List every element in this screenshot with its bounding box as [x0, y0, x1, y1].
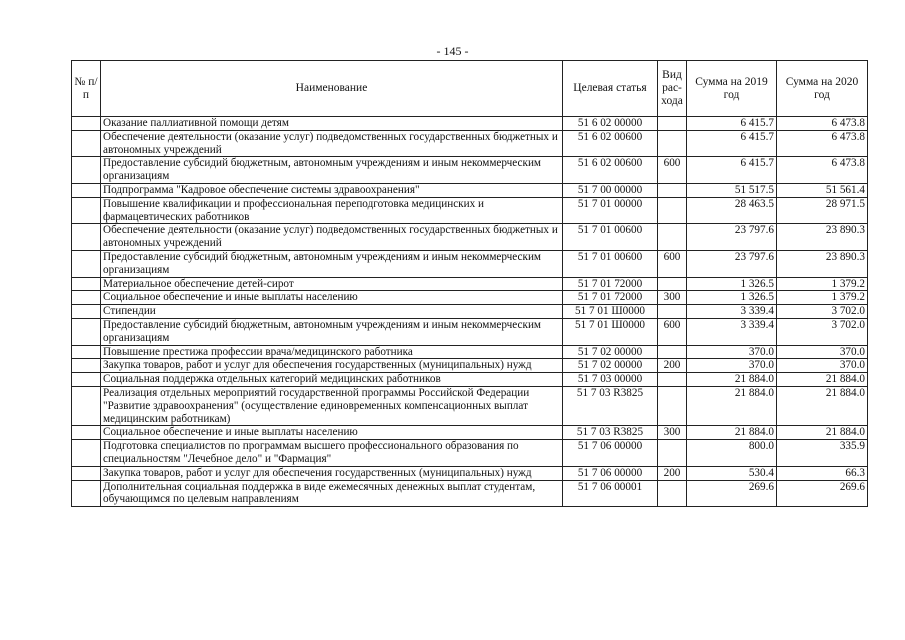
table-row	[72, 373, 868, 387]
row-sum-2019-cell: 6 415.7	[687, 117, 777, 131]
row-sum-2019-cell: 370.0	[687, 345, 777, 359]
row-kind-cell: 300	[658, 426, 687, 440]
row-article-cell: 51 7 01 72000	[563, 277, 658, 291]
row-article-cell: 51 7 06 00001	[563, 480, 658, 507]
row-name-cell: Повышение престижа профессии врача/медицинского работника	[101, 345, 563, 359]
row-name-cell: Материальное обеспечение детей-сирот	[101, 277, 563, 291]
row-article-cell: 51 6 02 00000	[563, 117, 658, 131]
table-row	[72, 426, 868, 440]
row-article-cell: 51 6 02 00600	[563, 157, 658, 184]
table-row	[72, 117, 868, 131]
row-num-cell	[72, 426, 101, 440]
row-kind-cell	[658, 117, 687, 131]
table-row	[72, 345, 868, 359]
table-row	[72, 440, 868, 467]
table-row	[72, 359, 868, 373]
row-article-cell: 51 7 02 00000	[563, 345, 658, 359]
header-article: Целевая статья	[563, 61, 658, 117]
table-row	[72, 183, 868, 197]
row-name-cell: Обеспечение деятельности (оказание услуг) подведомственных государственных бюджетных и автономных учреждений	[101, 130, 563, 157]
row-sum-2020-cell: 370.0	[777, 345, 868, 359]
header-name: Наименование	[101, 61, 563, 117]
row-sum-2019-cell: 51 517.5	[687, 183, 777, 197]
row-sum-2020-cell: 51 561.4	[777, 183, 868, 197]
row-name-cell: Социальная поддержка отдельных категорий медицинских работников	[101, 373, 563, 387]
row-article-cell: 51 7 01 Ш0000	[563, 305, 658, 319]
table-row	[72, 157, 868, 184]
row-name-cell: Предоставление субсидий бюджетным, автономным учреждениям и иным некоммерческим организациям	[101, 318, 563, 345]
row-kind-cell	[658, 183, 687, 197]
row-sum-2019-cell: 21 884.0	[687, 426, 777, 440]
budget-table	[71, 60, 868, 507]
row-num-cell	[72, 224, 101, 251]
row-sum-2020-cell: 23 890.3	[777, 224, 868, 251]
row-sum-2020-cell: 23 890.3	[777, 250, 868, 277]
row-sum-2020-cell: 370.0	[777, 359, 868, 373]
table-row	[72, 250, 868, 277]
row-name-cell: Реализация отдельных мероприятий государственной программы Российской Федерации "Развитие здравоохранения" (осуществление единовременных компенсационных выплат медицинским работникам)	[101, 386, 563, 425]
table-row	[72, 466, 868, 480]
row-name-cell: Предоставление субсидий бюджетным, автономным учреждениям и иным некоммерческим организациям	[101, 157, 563, 184]
row-article-cell: 51 7 01 00600	[563, 250, 658, 277]
row-sum-2019-cell: 28 463.5	[687, 197, 777, 224]
row-article-cell: 51 7 00 00000	[563, 183, 658, 197]
row-kind-cell: 200	[658, 359, 687, 373]
row-name-cell: Стипендии	[101, 305, 563, 319]
row-sum-2019-cell: 3 339.4	[687, 305, 777, 319]
row-sum-2019-cell: 6 415.7	[687, 157, 777, 184]
header-sum-2020: Сумма на 2020 год	[777, 61, 868, 117]
row-name-cell: Дополнительная социальная поддержка в виде ежемесячных денежных выплат студентам, обучающимся по целевым направлениям	[101, 480, 563, 507]
row-num-cell	[72, 359, 101, 373]
row-article-cell: 51 7 06 00000	[563, 466, 658, 480]
row-sum-2019-cell: 1 326.5	[687, 277, 777, 291]
row-sum-2020-cell: 6 473.8	[777, 130, 868, 157]
table-header-row	[72, 61, 868, 117]
row-kind-cell	[658, 130, 687, 157]
row-num-cell	[72, 386, 101, 425]
row-kind-cell	[658, 386, 687, 425]
row-sum-2020-cell: 3 702.0	[777, 318, 868, 345]
table-row	[72, 480, 868, 507]
row-num-cell	[72, 157, 101, 184]
row-kind-cell: 600	[658, 157, 687, 184]
row-sum-2019-cell: 269.6	[687, 480, 777, 507]
row-num-cell	[72, 440, 101, 467]
row-sum-2019-cell: 1 326.5	[687, 291, 777, 305]
row-name-cell: Обеспечение деятельности (оказание услуг) подведомственных государственных бюджетных и автономных учреждений	[101, 224, 563, 251]
row-sum-2020-cell: 269.6	[777, 480, 868, 507]
row-kind-cell	[658, 224, 687, 251]
table-row	[72, 318, 868, 345]
row-sum-2019-cell: 370.0	[687, 359, 777, 373]
row-sum-2019-cell: 21 884.0	[687, 373, 777, 387]
row-name-cell: Закупка товаров, работ и услуг для обеспечения государственных (муниципальных) нужд	[101, 466, 563, 480]
row-num-cell	[72, 318, 101, 345]
row-sum-2019-cell: 3 339.4	[687, 318, 777, 345]
row-num-cell	[72, 117, 101, 131]
row-kind-cell	[658, 305, 687, 319]
row-article-cell: 51 7 01 00000	[563, 197, 658, 224]
row-sum-2020-cell: 28 971.5	[777, 197, 868, 224]
table-row	[72, 130, 868, 157]
row-sum-2019-cell: 530.4	[687, 466, 777, 480]
row-num-cell	[72, 373, 101, 387]
table-row	[72, 277, 868, 291]
row-sum-2019-cell: 6 415.7	[687, 130, 777, 157]
row-name-cell: Подпрограмма "Кадровое обеспечение системы здравоохранения"	[101, 183, 563, 197]
row-article-cell: 51 7 06 00000	[563, 440, 658, 467]
row-article-cell: 51 7 01 00600	[563, 224, 658, 251]
row-sum-2020-cell: 6 473.8	[777, 117, 868, 131]
table-row	[72, 224, 868, 251]
row-kind-cell: 600	[658, 318, 687, 345]
row-sum-2019-cell: 23 797.6	[687, 224, 777, 251]
row-sum-2020-cell: 21 884.0	[777, 386, 868, 425]
row-kind-cell	[658, 440, 687, 467]
table-row	[72, 386, 868, 425]
row-sum-2020-cell: 6 473.8	[777, 157, 868, 184]
row-sum-2020-cell: 1 379.2	[777, 291, 868, 305]
row-article-cell: 51 7 03 00000	[563, 373, 658, 387]
row-sum-2020-cell: 66.3	[777, 466, 868, 480]
row-sum-2020-cell: 21 884.0	[777, 426, 868, 440]
row-num-cell	[72, 480, 101, 507]
row-name-cell: Социальное обеспечение и иные выплаты населению	[101, 291, 563, 305]
row-kind-cell	[658, 277, 687, 291]
row-num-cell	[72, 183, 101, 197]
header-sum-2019: Сумма на 2019 год	[687, 61, 777, 117]
row-num-cell	[72, 305, 101, 319]
header-num: № п/п	[72, 61, 101, 117]
table-row	[72, 291, 868, 305]
row-sum-2019-cell: 21 884.0	[687, 386, 777, 425]
row-num-cell	[72, 197, 101, 224]
row-num-cell	[72, 277, 101, 291]
row-article-cell: 51 7 01 Ш0000	[563, 318, 658, 345]
row-kind-cell: 300	[658, 291, 687, 305]
row-kind-cell	[658, 345, 687, 359]
row-sum-2019-cell: 800.0	[687, 440, 777, 467]
row-sum-2020-cell: 335.9	[777, 440, 868, 467]
row-num-cell	[72, 250, 101, 277]
row-name-cell: Предоставление субсидий бюджетным, автономным учреждениям и иным некоммерческим организациям	[101, 250, 563, 277]
row-article-cell: 51 6 02 00600	[563, 130, 658, 157]
row-name-cell: Оказание паллиативной помощи детям	[101, 117, 563, 131]
row-sum-2020-cell: 1 379.2	[777, 277, 868, 291]
row-kind-cell	[658, 373, 687, 387]
row-article-cell: 51 7 02 00000	[563, 359, 658, 373]
row-kind-cell	[658, 480, 687, 507]
row-article-cell: 51 7 01 72000	[563, 291, 658, 305]
row-num-cell	[72, 345, 101, 359]
row-name-cell: Социальное обеспечение и иные выплаты населению	[101, 426, 563, 440]
row-kind-cell: 600	[658, 250, 687, 277]
table-body	[72, 117, 868, 507]
table-row	[72, 305, 868, 319]
row-kind-cell	[658, 197, 687, 224]
row-name-cell: Повышение квалификации и профессиональная переподготовка медицинских и фармацевтических работников	[101, 197, 563, 224]
header-kind: Вид рас-хода	[658, 61, 687, 117]
table-row	[72, 197, 868, 224]
page-number: - 145 -	[436, 44, 469, 58]
row-sum-2020-cell: 3 702.0	[777, 305, 868, 319]
row-name-cell: Закупка товаров, работ и услуг для обеспечения государственных (муниципальных) нужд	[101, 359, 563, 373]
row-article-cell: 51 7 03 R3825	[563, 386, 658, 425]
row-article-cell: 51 7 03 R3825	[563, 426, 658, 440]
row-sum-2019-cell: 23 797.6	[687, 250, 777, 277]
row-name-cell: Подготовка специалистов по программам высшего профессионального образования по специальностям "Лечебное дело" и "Фармация"	[101, 440, 563, 467]
row-num-cell	[72, 466, 101, 480]
row-num-cell	[72, 130, 101, 157]
row-sum-2020-cell: 21 884.0	[777, 373, 868, 387]
row-num-cell	[72, 291, 101, 305]
row-kind-cell: 200	[658, 466, 687, 480]
